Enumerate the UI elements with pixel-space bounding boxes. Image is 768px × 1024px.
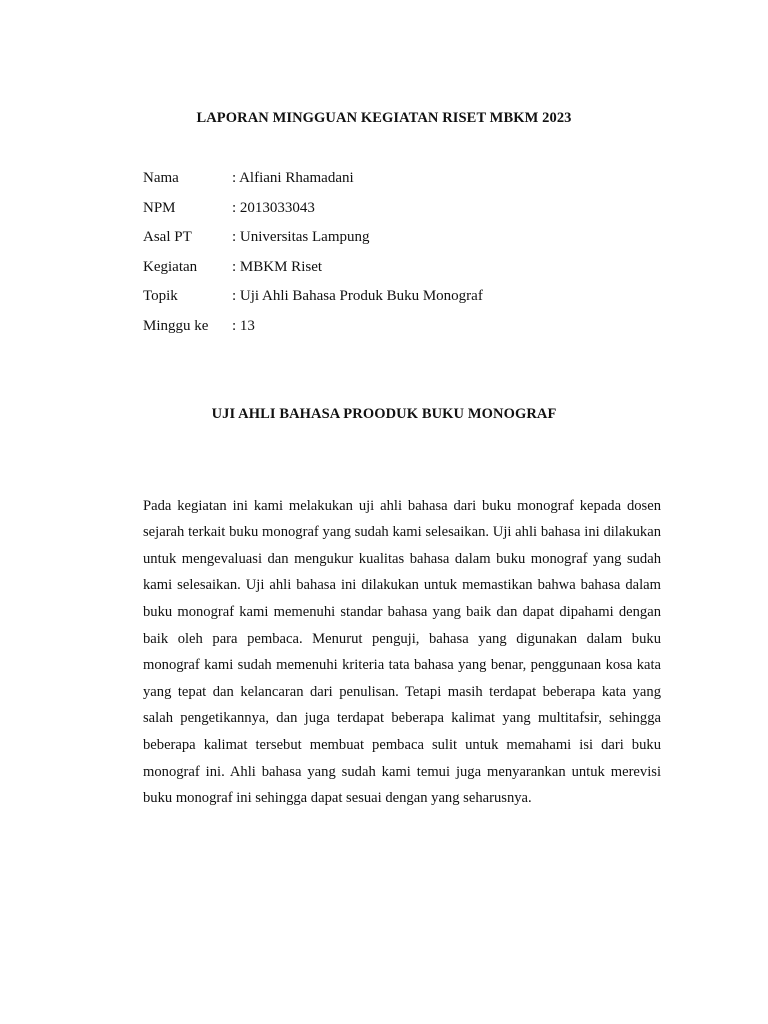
- info-label: Asal PT: [143, 229, 192, 246]
- info-value: : 2013033043: [232, 200, 315, 217]
- info-label: NPM: [143, 199, 176, 216]
- document-title: LAPORAN MINGGUAN KEGIATAN RISET MBKM 2023: [196, 110, 572, 126]
- info-label: Minggu ke: [143, 317, 209, 334]
- info-value: : Uji Ahli Bahasa Produk Buku Monograf: [232, 288, 483, 305]
- info-value: : MBKM Riset: [232, 259, 322, 276]
- info-value: : Universitas Lampung: [232, 229, 369, 246]
- info-label: Nama: [143, 170, 179, 186]
- info-row-minggu-ke: [143, 318, 663, 348]
- info-label: Kegiatan: [143, 258, 198, 275]
- info-row-asal-pt: [143, 229, 663, 259]
- info-value: : 13: [232, 318, 255, 335]
- info-row-npm: [143, 200, 663, 230]
- info-row-nama: [143, 170, 663, 200]
- info-row-kegiatan: [143, 259, 663, 289]
- info-table: [143, 170, 663, 348]
- section-title: UJI AHLI BAHASA PROODUK BUKU MONOGRAF: [211, 406, 557, 422]
- body-paragraph: Pada kegiatan ini kami melakukan uji ahli bahasa dari buku monograf kepada dosen sejarah terkait buku monograf yang sudah kami selesaikan. Uji ahli bahasa ini dilakukan untuk mengevaluasi dan mengukur kualitas bahasa dalam buku monograf yang sudah kami selesaikan. Uji ahli bahasa ini dilakukan untuk memastikan bahwa bahasa dalam buku monograf kami memenuhi standar bahasa yang baik dan dapat dipahami dengan baik oleh para pembaca. Menurut penguji, bahasa yang digunakan dalam buku monograf kami sudah memenuhi kriteria tata bahasa yang benar, penggunaan kosa kata yang tepat dan kelancaran dari penulisan. Tetapi masih terdapat beberapa kata yang salah pengetikannya, dan juga terdapat beberapa kalimat yang multitafsir, sehingga beberapa kalimat tersebut membuat pembaca sulit untuk memahami isi dari buku monograf ini. Ahli bahasa yang sudah kami temui juga menyarankan untuk merevisi buku monograf ini sehingga dapat sesuai dengan yang seharusnya.: [143, 497, 661, 807]
- info-value: : Alfiani Rhamadani: [232, 170, 354, 187]
- info-row-topik: [143, 288, 663, 318]
- info-label: Topik: [143, 288, 178, 305]
